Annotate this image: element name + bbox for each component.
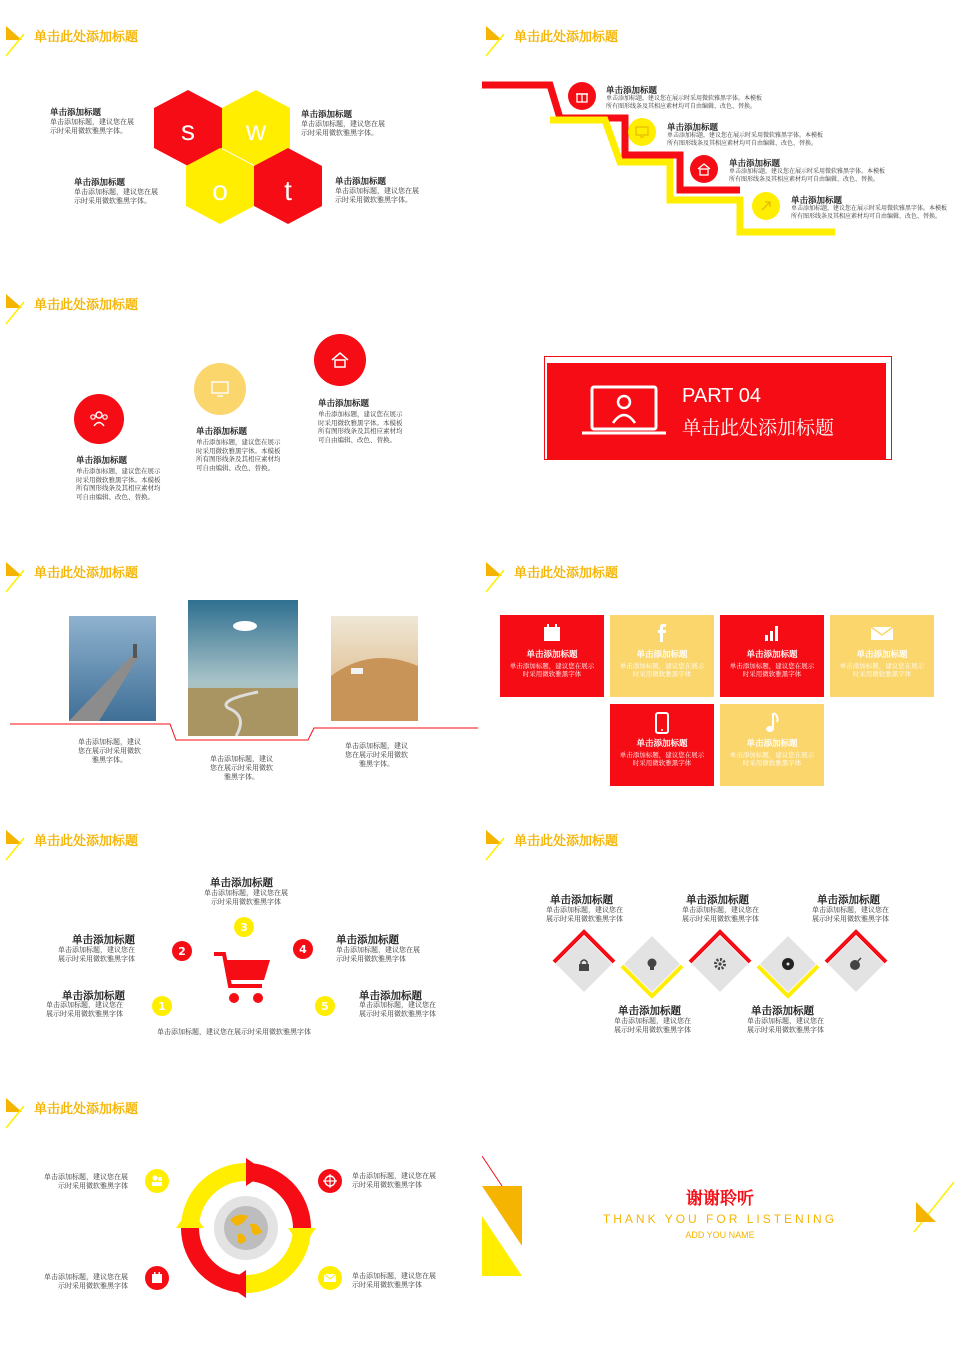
tile-5 bbox=[610, 704, 714, 786]
tile-4-text: 单击添加标题，建议您在展示 时采用微软雅黑字体 bbox=[839, 662, 925, 678]
gift-icon bbox=[575, 89, 589, 103]
slide-tiles[interactable] bbox=[480, 536, 960, 804]
thanks-left-shapes bbox=[482, 1156, 528, 1296]
mail-icon bbox=[323, 1271, 337, 1285]
swot-o-title: 单击添加标题 bbox=[74, 178, 126, 188]
slide-diamonds[interactable] bbox=[480, 804, 960, 1072]
home-icon bbox=[697, 162, 711, 176]
circle-item-3 bbox=[314, 334, 366, 386]
facebook-icon bbox=[652, 623, 672, 643]
slide-title: 单击此处添加标题 bbox=[514, 566, 619, 581]
slide-title: 单击此处添加标题 bbox=[34, 298, 139, 313]
slide-title: 单击此处添加标题 bbox=[34, 834, 139, 849]
part-card bbox=[547, 363, 886, 459]
cart-item-5-text: 单击添加标题，建议您在 展示时采用微软雅黑字体 bbox=[359, 1001, 436, 1018]
circle-item-1-title: 单击添加标题 bbox=[76, 456, 128, 466]
swot-w-text: 单击添加标题，建议您在展 示时采用微软雅黑字体。 bbox=[301, 120, 385, 137]
slide-title: 单击此处添加标题 bbox=[514, 30, 619, 45]
step-1-circle bbox=[568, 82, 596, 110]
bulb-icon bbox=[645, 957, 659, 971]
laptop-user-icon bbox=[582, 383, 666, 439]
slide-stairs[interactable] bbox=[480, 0, 960, 268]
bomb-icon bbox=[849, 957, 863, 971]
cart-bottom-text: 单击添加标题，建议您在展示时采用微软雅黑字体 bbox=[157, 1028, 311, 1036]
tile-3-text: 单击添加标题，建议您在展示 时采用微软雅黑字体 bbox=[729, 662, 815, 678]
cycle-icon-1 bbox=[145, 1169, 169, 1193]
people-icon bbox=[150, 1174, 164, 1188]
tile-6-title: 单击添加标题 bbox=[746, 739, 798, 749]
diamond-2-title: 单击添加标题 bbox=[618, 1005, 681, 1017]
swot-letter-s: s bbox=[181, 115, 195, 146]
diamond-3-title: 单击添加标题 bbox=[686, 894, 749, 906]
phone-icon bbox=[654, 712, 670, 734]
circle-item-1 bbox=[74, 394, 124, 444]
cycle-icon-3 bbox=[145, 1266, 169, 1290]
swot-letter-o: o bbox=[212, 175, 228, 206]
photo-desert bbox=[331, 616, 418, 721]
photo-caption-3: 单击添加标题，建议 您在展示时采用微软 雅黑字体。 bbox=[345, 742, 408, 768]
thanks-name: ADD YOU NAME bbox=[685, 1230, 755, 1240]
monitor-icon bbox=[209, 378, 231, 400]
number-badge-4: 4 bbox=[293, 939, 313, 959]
calendar-icon bbox=[542, 623, 562, 643]
tile-1-text: 单击添加标题，建议您在展示 时采用微软雅黑字体 bbox=[509, 662, 595, 678]
swot-w-title: 单击添加标题 bbox=[301, 110, 353, 120]
slide-swot[interactable] bbox=[0, 0, 480, 268]
cart-item-4-text: 单击添加标题，建议您在展 示时采用微软雅黑字体 bbox=[336, 946, 420, 963]
number-badge-5: 5 bbox=[315, 996, 335, 1016]
tile-5-text: 单击添加标题，建议您在展示 时采用微软雅黑字体 bbox=[619, 751, 705, 767]
rocket-icon bbox=[759, 199, 773, 213]
step-3-text: 单击添加标题，建议您在展示时采用微软雅黑字体。本模板 所有图形线条及其相应素材均可自由编辑、改色、替换。 bbox=[729, 168, 886, 183]
swot-s-text: 单击添加标题，建议您在展 示时采用微软雅黑字体。 bbox=[50, 118, 134, 135]
thanks-cn: 谢谢聆听 bbox=[686, 1189, 754, 1209]
swot-letter-t: t bbox=[284, 175, 292, 206]
cycle-center bbox=[214, 1196, 278, 1260]
cart-item-2-title: 单击添加标题 bbox=[72, 934, 135, 946]
step-2-text: 单击添加标题，建议您在展示时采用微软雅黑字体。本模板 所有图形线条及其相应素材均可自由编辑、改色、替换。 bbox=[667, 132, 824, 147]
tile-4-title: 单击添加标题 bbox=[856, 650, 908, 660]
tile-6 bbox=[720, 704, 824, 786]
diamond-4-text: 单击添加标题，建议您在 展示时采用微软雅黑字体 bbox=[747, 1017, 824, 1034]
step-2-circle bbox=[628, 118, 656, 146]
globe-icon bbox=[222, 1204, 270, 1252]
cycle-icon-2 bbox=[318, 1169, 342, 1193]
bar-chart-icon bbox=[762, 623, 782, 643]
circle-item-3-text: 单击添加标题，建议您在展示 时采用微软雅黑字体。本模板 所有图形线条及其相应素材均 可自由编辑、改色、替换。 bbox=[318, 410, 403, 444]
step-1-text: 单击添加标题，建议您在展示时采用微软雅黑字体。本模板 所有图形线条及其相应素材均可自由编辑、改色、替换。 bbox=[606, 95, 763, 110]
swot-o-text: 单击添加标题，建议您在展 示时采用微软雅黑字体。 bbox=[74, 188, 158, 205]
swot-letter-w: w bbox=[245, 115, 267, 146]
step-3-circle bbox=[690, 155, 718, 183]
tile-2-title: 单击添加标题 bbox=[636, 650, 688, 660]
circle-item-2-text: 单击添加标题，建议您在展示 时采用微软雅黑字体。本模板 所有图形线条及其相应素材均 可自由编辑、改色、替换。 bbox=[196, 438, 281, 472]
part-number: PART 04 bbox=[682, 385, 761, 407]
number-badge-2: 2 bbox=[172, 941, 192, 961]
cart-item-3-title: 单击添加标题 bbox=[210, 877, 273, 889]
diamond-3-text: 单击添加标题，建议您在 展示时采用微软雅黑字体 bbox=[682, 906, 759, 923]
step-4-title: 单击添加标题 bbox=[791, 196, 843, 206]
mail-icon bbox=[870, 623, 894, 643]
tile-1 bbox=[500, 615, 604, 697]
cart-item-3-text: 单击添加标题，建议您在展 示时采用微软雅黑字体 bbox=[204, 889, 288, 906]
slide-title: 单击此处添加标题 bbox=[34, 30, 139, 45]
slide-three-circles[interactable] bbox=[0, 268, 480, 536]
step-4-text: 单击添加标题，建议您在展示时采用微软雅黑字体。本模板 所有图形线条及其相应素材均可自由编辑、改色、替换。 bbox=[791, 205, 948, 220]
slide-title: 单击此处添加标题 bbox=[34, 566, 139, 581]
slide-title: 单击此处添加标题 bbox=[34, 1102, 139, 1117]
step-2-title: 单击添加标题 bbox=[667, 123, 719, 133]
tile-3-title: 单击添加标题 bbox=[746, 650, 798, 660]
music-icon bbox=[764, 712, 780, 734]
slide-part[interactable] bbox=[480, 268, 960, 536]
target-icon bbox=[323, 1174, 337, 1188]
diamond-1-text: 单击添加标题，建议您在 展示时采用微软雅黑字体 bbox=[546, 906, 623, 923]
slide-cycle[interactable] bbox=[0, 1072, 480, 1340]
number-badge-1: 1 bbox=[152, 996, 172, 1016]
tile-4 bbox=[830, 615, 934, 697]
diamond-5-text: 单击添加标题，建议您在 展示时采用微软雅黑字体 bbox=[812, 906, 889, 923]
monitor-icon bbox=[635, 125, 649, 139]
slide-photos[interactable] bbox=[0, 536, 480, 804]
home-icon bbox=[329, 349, 351, 371]
tile-3 bbox=[720, 615, 824, 697]
cycle-icon-4 bbox=[318, 1266, 342, 1290]
tile-2 bbox=[610, 615, 714, 697]
step-3-title: 单击添加标题 bbox=[729, 159, 781, 169]
diamond-4-title: 单击添加标题 bbox=[751, 1005, 814, 1017]
slide-thanks[interactable] bbox=[480, 1072, 960, 1340]
slide-title: 单击此处添加标题 bbox=[514, 834, 619, 849]
calendar-icon bbox=[150, 1271, 164, 1285]
cycle-text-1: 单击添加标题，建议您在展 示时采用微软雅黑字体 bbox=[44, 1173, 128, 1190]
diamond-5-title: 单击添加标题 bbox=[817, 894, 880, 906]
photo-pier bbox=[69, 616, 156, 721]
tile-1-title: 单击添加标题 bbox=[526, 650, 578, 660]
circle-item-2 bbox=[194, 363, 246, 415]
photo-road bbox=[188, 600, 298, 736]
tile-2-text: 单击添加标题，建议您在展示 时采用微软雅黑字体 bbox=[619, 662, 705, 678]
number-badge-3: 3 bbox=[234, 917, 254, 937]
photo-caption-1: 单击添加标题，建议 您在展示时采用微软 雅黑字体。 bbox=[78, 738, 141, 764]
cart-item-1-text: 单击添加标题，建议您在 展示时采用微软雅黑字体 bbox=[46, 1001, 123, 1018]
diamond-2-text: 单击添加标题，建议您在 展示时采用微软雅黑字体 bbox=[614, 1017, 691, 1034]
cart-item-5-title: 单击添加标题 bbox=[359, 990, 422, 1002]
step-4-circle bbox=[752, 192, 780, 220]
cycle-text-4: 单击添加标题，建议您在展 示时采用微软雅黑字体 bbox=[352, 1272, 436, 1289]
slide-cart[interactable] bbox=[0, 804, 480, 1072]
swot-s-title: 单击添加标题 bbox=[50, 108, 102, 118]
cart-item-2-text: 单击添加标题，建议您在 展示时采用微软雅黑字体 bbox=[58, 946, 135, 963]
cycle-text-3: 单击添加标题，建议您在展 示时采用微软雅黑字体 bbox=[44, 1273, 128, 1290]
gear-icon bbox=[713, 957, 727, 971]
part-title: 单击此处添加标题 bbox=[682, 417, 835, 439]
tile-6-text: 单击添加标题，建议您在展示 时采用微软雅黑字体 bbox=[729, 751, 815, 767]
tile-5-title: 单击添加标题 bbox=[636, 739, 688, 749]
swot-t-text: 单击添加标题，建议您在展 示时采用微软雅黑字体。 bbox=[335, 187, 419, 204]
circle-item-2-title: 单击添加标题 bbox=[196, 427, 248, 437]
swot-t-title: 单击添加标题 bbox=[335, 177, 387, 187]
thanks-en: THANK YOU FOR LISTENING bbox=[602, 1212, 838, 1226]
cart-item-4-title: 单击添加标题 bbox=[336, 934, 399, 946]
cycle-text-2: 单击添加标题，建议您在展 示时采用微软雅黑字体 bbox=[352, 1172, 436, 1189]
circle-item-3-title: 单击添加标题 bbox=[318, 399, 370, 409]
people-icon bbox=[88, 408, 110, 430]
step-1-title: 单击添加标题 bbox=[606, 86, 658, 96]
circle-item-1-text: 单击添加标题，建议您在展示 时采用微软雅黑字体。本模板 所有图形线条及其相应素材均 可自由编辑、改色、替换。 bbox=[76, 467, 161, 501]
lock-icon bbox=[577, 958, 591, 972]
diamond-1-title: 单击添加标题 bbox=[550, 894, 613, 906]
photo-caption-2: 单击添加标题，建议 您在展示时采用微软 雅黑字体。 bbox=[210, 755, 273, 781]
cart-icon bbox=[214, 952, 272, 1006]
cart-item-1-title: 单击添加标题 bbox=[62, 990, 125, 1002]
disc-icon bbox=[781, 957, 795, 971]
